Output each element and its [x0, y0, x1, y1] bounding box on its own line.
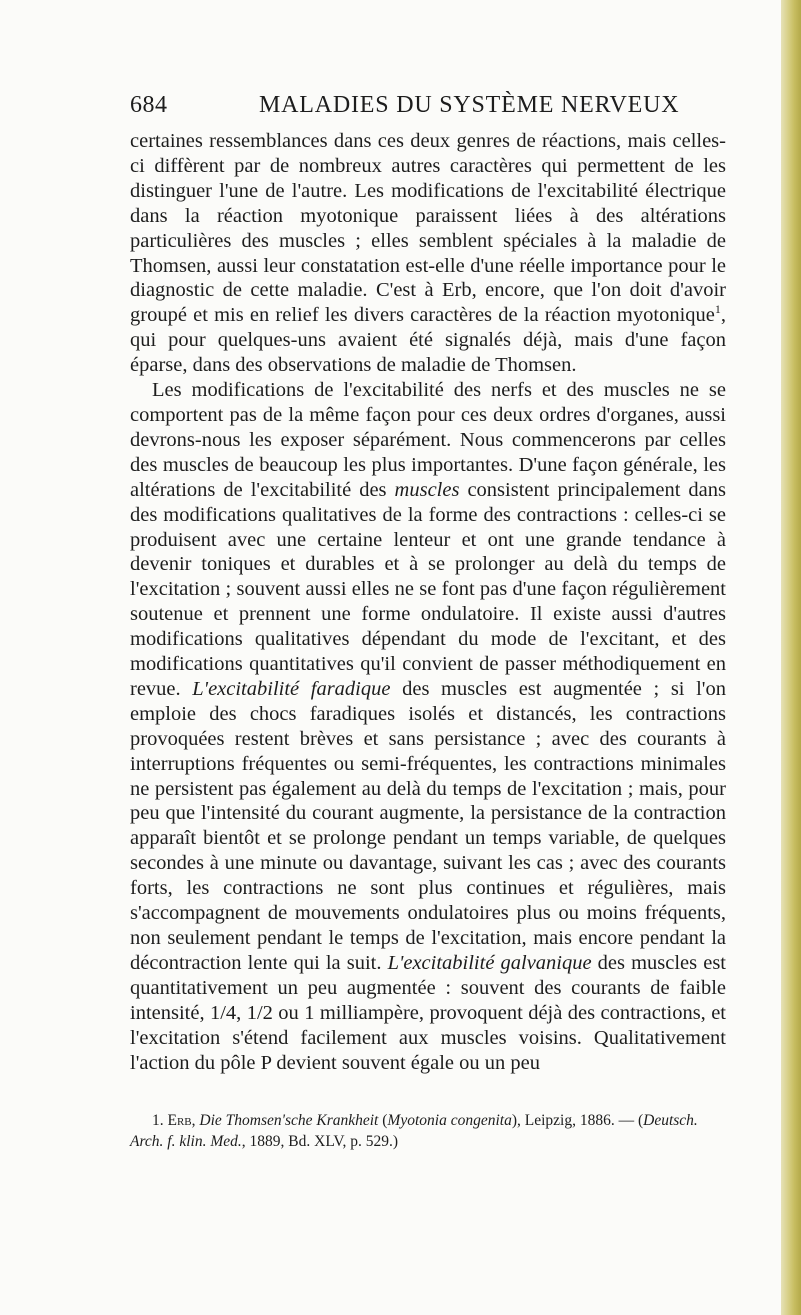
footnote-reference: 1 [714, 302, 721, 317]
text-run: Les modifications de l'excitabilité des nerfs et des muscles ne se comportent pas de la même façon pour ces deux ordres d'organes, aussi devrons-nous les exposer séparément. Nous commencerons par celles des muscles de beaucoup les plus importantes. D'une façon générale, les altérations de l'excitabilité des [130, 379, 726, 501]
text-run: des muscles est quantitativement un peu augmentée : souvent des courants de faible intensité, 1/4, 1/2 ou 1 milliampère, provoquent déjà des contractions, et l'excitation s'étend facilement aux muscles voisins. Qualitativement l'action du pôle P devient souvent égale ou un peu [130, 951, 726, 1074]
footnote-author: Erb [167, 1112, 192, 1129]
footnote-journal: Deutsch. Arch. f. klin. Med. [130, 1112, 698, 1150]
text-run: des muscles est augmentée ; si l'on emploie des chocs faradiques isolés et distancés, les contractions provoquées restent brèves et sans persistance ; avec des courants à interruptions fréquentes ou semi-fréquentes, les contractions minimales ne persistent pas également au delà du temps de l'excitation ; mais, pour peu que l'intensité du courant augmente, la persistance de la contraction apparaît bientôt et se prolonge pendant un temps variable, de quelques secondes à une minute ou davantage, suivant les cas ; avec des courants forts, les contractions ne sont plus continues et régulières, mais s'accompagnent de mouvements ondulatoires plus ou moins fréquents, non seulement pendant le temps de l'excitation, mais encore pendant la décontraction lente qui la suit. [130, 677, 726, 974]
page-number: 684 [130, 92, 168, 118]
footnote [130, 1110, 726, 1152]
footnote-text [130, 1110, 726, 1152]
footnote-title: Die Thomsen'sche Krankheit [199, 1112, 379, 1129]
page-header [130, 92, 730, 122]
running-title: MALADIES DU SYSTÈME NERVEUX [259, 92, 680, 118]
text-run: , qui pour quelques-uns avaient été signalés déjà, mais d'une façon éparse, dans des observations de maladie de Thomsen. [130, 304, 726, 377]
footnote-publication: ), Leipzig, 1886. — ( [511, 1112, 644, 1129]
text-run: consistent principalement dans des modifications qualitatives de la forme des contractions : celles-ci se produisent avec une certaine lenteur et ont une grande tendance à devenir toniques et durables et à se prolonger au delà du temps de l'excitation ; souvent aussi elles ne se font pas d'une façon régulièrement soutenue et prennent une forme ondulatoire. Il existe aussi d'autres modifications qualitatives dépendant du mode de l'excitant, et des modifications quantitatives qu'il convient de passer méthodiquement en revue. [130, 478, 726, 700]
body-text [130, 129, 726, 1075]
footnote-volume: , 1889, Bd. XLV, p. 529.) [241, 1133, 399, 1150]
footnote-sep: , [191, 1112, 200, 1129]
footnote-sep: ( [378, 1112, 388, 1129]
footnote-number: 1. [152, 1112, 168, 1129]
text-run: certaines ressemblances dans ces deux genres de réactions, mais celles-ci diffèrent par de nombreux autres caractères qui permettent de les distinguer l'une de l'autre. Les modifications de l'excitabilité électrique dans la réaction myotonique paraissent liées à des altérations particulières des muscles ; elles semblent spéciales à la maladie de Thomsen, aussi leur constatation est-elle d'une réelle importance pour le diagnostic de cette maladie. C'est à Erb, encore, que l'on doit d'avoir groupé et mis en relief les divers caractères de la réaction myotonique [130, 130, 726, 327]
emphasis: muscles [394, 478, 460, 501]
footnote-subtitle: Myotonia congenita [387, 1112, 512, 1129]
emphasis: L'excitabilité faradique [192, 677, 391, 700]
page-edge [781, 0, 801, 1315]
paragraph [130, 129, 726, 378]
paragraph [130, 378, 726, 1075]
emphasis: L'excitabilité galvanique [387, 951, 592, 974]
